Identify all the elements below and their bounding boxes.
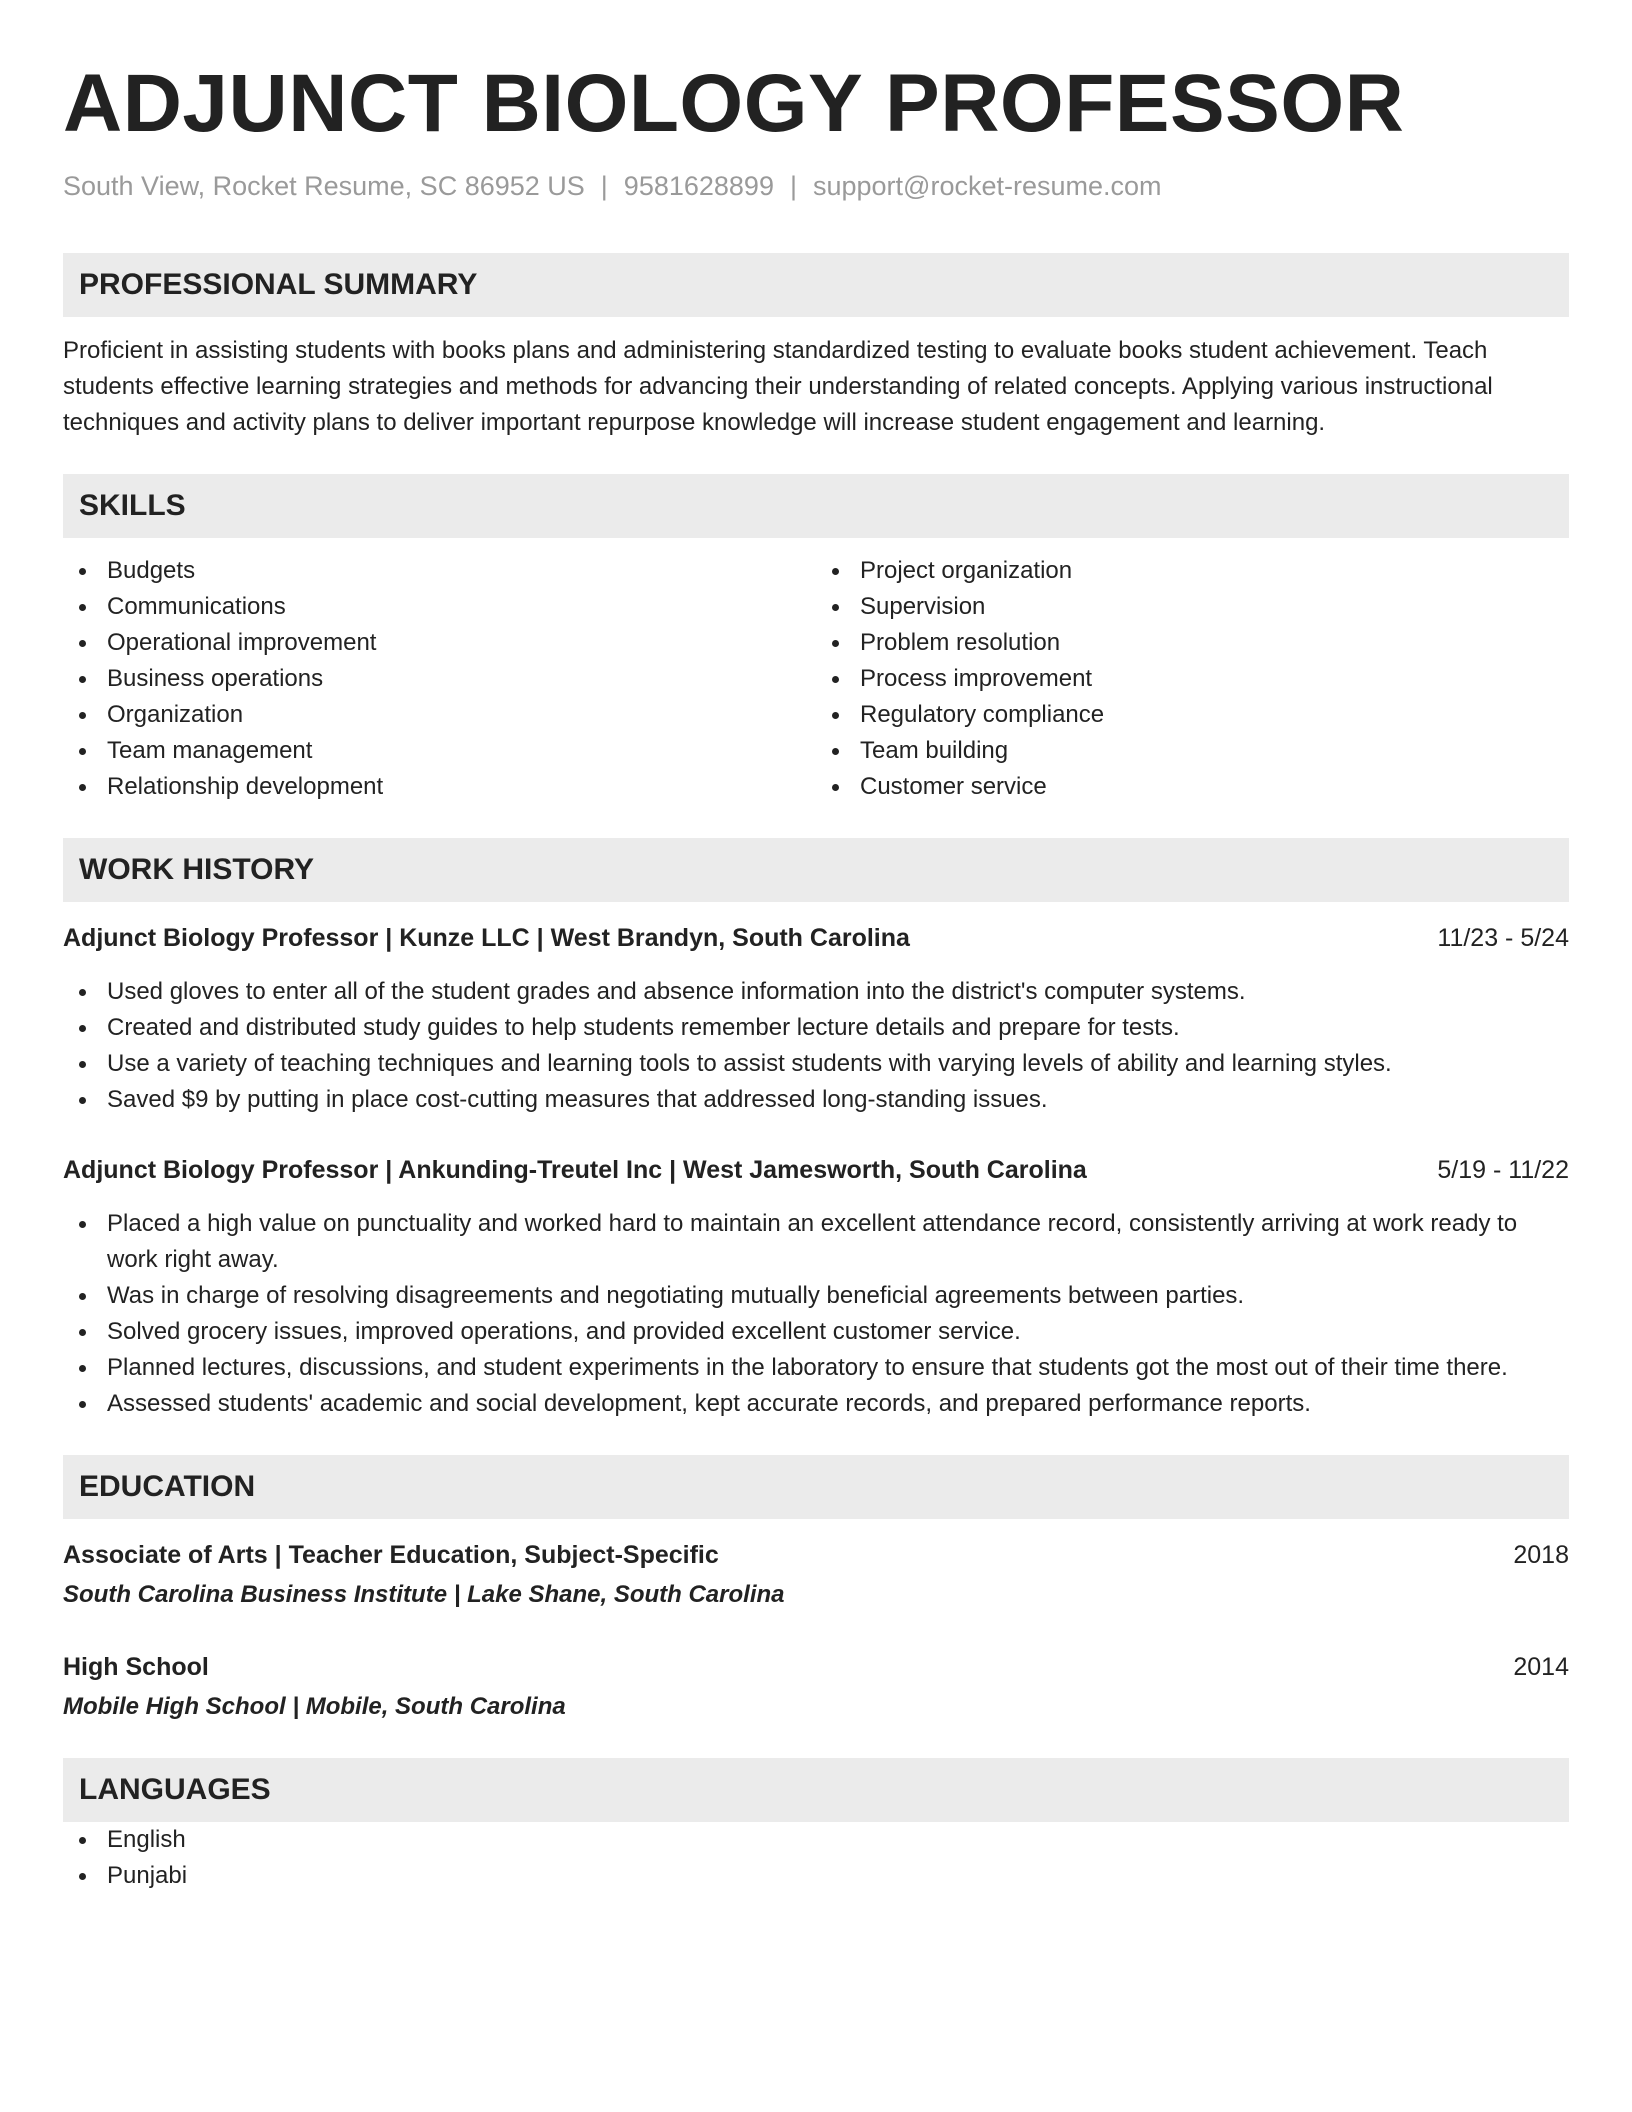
skill-item: Problem resolution xyxy=(816,625,1569,661)
education-year: 2014 xyxy=(1513,1653,1569,1681)
education-degree: Associate of Arts | Teacher Education, Subject-Specific xyxy=(63,1541,719,1569)
job-header xyxy=(63,1152,1569,1188)
education-year: 2018 xyxy=(1513,1541,1569,1569)
skill-item: Operational improvement xyxy=(63,625,816,661)
skill-item: Team building xyxy=(816,733,1569,769)
job-header xyxy=(63,920,1569,956)
job-entry xyxy=(63,920,1569,1118)
skill-item: Organization xyxy=(63,697,816,733)
job-title: Adjunct Biology Professor | Kunze LLC | West Brandyn, South Carolina xyxy=(63,924,910,952)
section-heading-languages: LANGUAGES xyxy=(63,1758,1569,1822)
education-school: Mobile High School | Mobile, South Carolina xyxy=(63,1693,566,1720)
section-heading-work-history: WORK HISTORY xyxy=(63,838,1569,902)
job-bullet: Planned lectures, discussions, and student experiments in the laboratory to ensure that students got the most out of their time there. xyxy=(63,1350,1569,1386)
contact-email: support@rocket-resume.com xyxy=(812,171,1162,201)
skill-item: Relationship development xyxy=(63,769,816,805)
section-heading-skills: SKILLS xyxy=(63,474,1569,538)
skill-item: Process improvement xyxy=(816,661,1569,697)
summary-text: Proficient in assisting students with books plans and administering standardized testing to evaluate books student achievement. Teach students effective learning strategies and methods for advancing their understanding of related concepts. Applying various instructional techniques and activity plans to deliver important repurpose knowledge will increase student engagement and learning. xyxy=(63,337,1493,436)
section-heading-summary: PROFESSIONAL SUMMARY xyxy=(63,253,1569,317)
contact-separator: | xyxy=(789,171,797,201)
contact-phone: 9581628899 xyxy=(623,171,774,201)
contact-separator: | xyxy=(600,171,608,201)
education-entry xyxy=(63,1537,1569,1613)
job-title: Adjunct Biology Professor | Ankunding-Treutel Inc | West Jamesworth, South Carolina xyxy=(63,1156,1087,1184)
job-bullets xyxy=(63,974,1569,1118)
skill-item: Regulatory compliance xyxy=(816,697,1569,733)
skill-item: Budgets xyxy=(63,553,816,589)
job-bullet: Solved grocery issues, improved operations, and provided excellent customer service. xyxy=(63,1314,1569,1350)
skill-item: Communications xyxy=(63,589,816,625)
education-school: South Carolina Business Institute | Lake Shane, South Carolina xyxy=(63,1581,785,1608)
skill-item: Customer service xyxy=(816,769,1569,805)
skill-item: Business operations xyxy=(63,661,816,697)
job-bullet: Saved $9 by putting in place cost-cutting measures that addressed long-standing issues. xyxy=(63,1082,1569,1118)
job-dates: 11/23 - 5/24 xyxy=(1437,924,1569,952)
skills-column-left xyxy=(63,553,816,805)
job-bullet: Assessed students' academic and social development, kept accurate records, and prepared performance reports. xyxy=(63,1386,1569,1422)
job-entry xyxy=(63,1152,1569,1422)
skill-item: Supervision xyxy=(816,589,1569,625)
education-degree: High School xyxy=(63,1653,209,1681)
contact-address: South View, Rocket Resume, SC 86952 US xyxy=(63,171,585,201)
education-header xyxy=(63,1537,1569,1573)
job-bullet: Use a variety of teaching techniques and learning tools to assist students with varying levels of ability and learning styles. xyxy=(63,1046,1569,1082)
languages-list xyxy=(63,1822,1569,1894)
job-bullet: Was in charge of resolving disagreements and negotiating mutually beneficial agreements between parties. xyxy=(63,1278,1569,1314)
language-item: English xyxy=(63,1822,1569,1858)
contact-line xyxy=(63,168,1569,204)
skills-list xyxy=(63,553,1569,805)
job-bullet: Placed a high value on punctuality and worked hard to maintain an excellent attendance record, consistently arriving at work ready to work right away. xyxy=(63,1206,1569,1278)
education-header xyxy=(63,1649,1569,1685)
section-heading-education: EDUCATION xyxy=(63,1455,1569,1519)
skill-item: Team management xyxy=(63,733,816,769)
job-bullets xyxy=(63,1206,1569,1422)
skill-item: Project organization xyxy=(816,553,1569,589)
job-dates: 5/19 - 11/22 xyxy=(1437,1156,1569,1184)
job-bullet: Used gloves to enter all of the student grades and absence information into the district's computer systems. xyxy=(63,974,1569,1010)
candidate-name: ADJUNCT BIOLOGY PROFESSOR xyxy=(63,58,1405,149)
skills-column-right xyxy=(816,553,1569,805)
job-bullet: Created and distributed study guides to help students remember lecture details and prepare for tests. xyxy=(63,1010,1569,1046)
education-entry xyxy=(63,1649,1569,1725)
language-item: Punjabi xyxy=(63,1858,1569,1894)
